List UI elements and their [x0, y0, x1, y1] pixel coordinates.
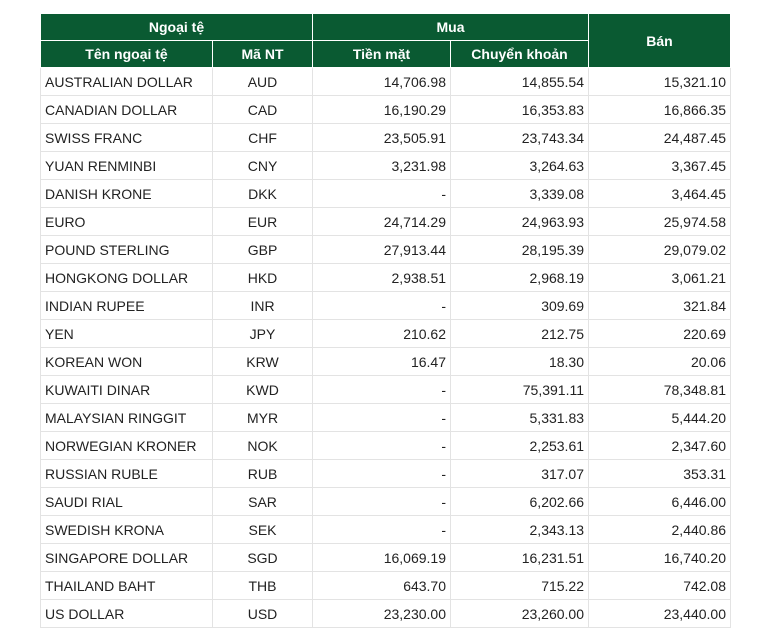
sell-rate-cell: 220.69 [589, 320, 731, 348]
sell-rate-cell: 16,740.20 [589, 544, 731, 572]
currency-name-cell: DANISH KRONE [41, 180, 213, 208]
header-group-buy: Mua [313, 14, 589, 41]
currency-name-cell: RUSSIAN RUBLE [41, 460, 213, 488]
sell-rate-cell: 3,061.21 [589, 264, 731, 292]
table-row [41, 208, 731, 236]
sell-rate-cell: 25,974.58 [589, 208, 731, 236]
cash-rate-cell: - [313, 292, 451, 320]
header-currency-name: Tên ngoại tệ [41, 41, 213, 68]
sell-rate-cell: 29,079.02 [589, 236, 731, 264]
sell-rate-cell: 2,347.60 [589, 432, 731, 460]
transfer-rate-cell: 28,195.39 [451, 236, 589, 264]
sell-rate-cell: 3,367.45 [589, 152, 731, 180]
currency-code-cell: GBP [213, 236, 313, 264]
currency-name-cell: KOREAN WON [41, 348, 213, 376]
cash-rate-cell: 210.62 [313, 320, 451, 348]
cash-rate-cell: - [313, 460, 451, 488]
header-currency-code: Mã NT [213, 41, 313, 68]
transfer-rate-cell: 317.07 [451, 460, 589, 488]
table-row [41, 292, 731, 320]
cash-rate-cell: - [313, 516, 451, 544]
currency-code-cell: SEK [213, 516, 313, 544]
cash-rate-cell: 23,230.00 [313, 600, 451, 628]
cash-rate-cell: - [313, 180, 451, 208]
currency-code-cell: CNY [213, 152, 313, 180]
table-row [41, 600, 731, 628]
sell-rate-cell: 78,348.81 [589, 376, 731, 404]
table-row [41, 348, 731, 376]
table-row [41, 544, 731, 572]
transfer-rate-cell: 16,353.83 [451, 96, 589, 124]
currency-name-cell: EURO [41, 208, 213, 236]
table-row [41, 68, 731, 96]
currency-name-cell: HONGKONG DOLLAR [41, 264, 213, 292]
currency-code-cell: AUD [213, 68, 313, 96]
table-row [41, 236, 731, 264]
transfer-rate-cell: 23,743.34 [451, 124, 589, 152]
table-row [41, 488, 731, 516]
currency-code-cell: DKK [213, 180, 313, 208]
sell-rate-cell: 353.31 [589, 460, 731, 488]
currency-name-cell: MALAYSIAN RINGGIT [41, 404, 213, 432]
currency-name-cell: THAILAND BAHT [41, 572, 213, 600]
transfer-rate-cell: 212.75 [451, 320, 589, 348]
sell-rate-cell: 3,464.45 [589, 180, 731, 208]
sell-rate-cell: 5,444.20 [589, 404, 731, 432]
sell-rate-cell: 23,440.00 [589, 600, 731, 628]
sell-rate-cell: 742.08 [589, 572, 731, 600]
transfer-rate-cell: 18.30 [451, 348, 589, 376]
currency-name-cell: INDIAN RUPEE [41, 292, 213, 320]
sell-rate-cell: 24,487.45 [589, 124, 731, 152]
sell-rate-cell: 321.84 [589, 292, 731, 320]
currency-name-cell: POUND STERLING [41, 236, 213, 264]
transfer-rate-cell: 14,855.54 [451, 68, 589, 96]
currency-name-cell: SWISS FRANC [41, 124, 213, 152]
transfer-rate-cell: 2,343.13 [451, 516, 589, 544]
table-row [41, 432, 731, 460]
cash-rate-cell: 16.47 [313, 348, 451, 376]
table-row [41, 264, 731, 292]
currency-code-cell: INR [213, 292, 313, 320]
currency-code-cell: RUB [213, 460, 313, 488]
transfer-rate-cell: 23,260.00 [451, 600, 589, 628]
sell-rate-cell: 20.06 [589, 348, 731, 376]
cash-rate-cell: - [313, 488, 451, 516]
transfer-rate-cell: 16,231.51 [451, 544, 589, 572]
cash-rate-cell: - [313, 432, 451, 460]
currency-code-cell: JPY [213, 320, 313, 348]
currency-name-cell: US DOLLAR [41, 600, 213, 628]
table-row [41, 152, 731, 180]
header-cash: Tiền mặt [313, 41, 451, 68]
currency-name-cell: SAUDI RIAL [41, 488, 213, 516]
table-row [41, 516, 731, 544]
header-transfer: Chuyển khoản [451, 41, 589, 68]
cash-rate-cell: 27,913.44 [313, 236, 451, 264]
table-row [41, 572, 731, 600]
table-row [41, 124, 731, 152]
table-row [41, 376, 731, 404]
currency-name-cell: AUSTRALIAN DOLLAR [41, 68, 213, 96]
table-row [41, 320, 731, 348]
transfer-rate-cell: 715.22 [451, 572, 589, 600]
currency-name-cell: NORWEGIAN KRONER [41, 432, 213, 460]
currency-code-cell: HKD [213, 264, 313, 292]
currency-code-cell: CAD [213, 96, 313, 124]
currency-code-cell: CHF [213, 124, 313, 152]
currency-name-cell: CANADIAN DOLLAR [41, 96, 213, 124]
header-row-groups [41, 14, 731, 41]
transfer-rate-cell: 2,253.61 [451, 432, 589, 460]
cash-rate-cell: 643.70 [313, 572, 451, 600]
transfer-rate-cell: 6,202.66 [451, 488, 589, 516]
sell-rate-cell: 16,866.35 [589, 96, 731, 124]
cash-rate-cell: - [313, 404, 451, 432]
currency-code-cell: KRW [213, 348, 313, 376]
currency-code-cell: SAR [213, 488, 313, 516]
header-group-currency: Ngoại tệ [41, 14, 313, 41]
transfer-rate-cell: 24,963.93 [451, 208, 589, 236]
transfer-rate-cell: 3,264.63 [451, 152, 589, 180]
sell-rate-cell: 2,440.86 [589, 516, 731, 544]
cash-rate-cell: 24,714.29 [313, 208, 451, 236]
table-row [41, 460, 731, 488]
table-row [41, 404, 731, 432]
cash-rate-cell: 2,938.51 [313, 264, 451, 292]
currency-name-cell: SINGAPORE DOLLAR [41, 544, 213, 572]
sell-rate-cell: 6,446.00 [589, 488, 731, 516]
table-body [41, 68, 731, 628]
currency-code-cell: MYR [213, 404, 313, 432]
header-sell: Bán [589, 14, 731, 68]
currency-name-cell: SWEDISH KRONA [41, 516, 213, 544]
exchange-rate-table-container [40, 13, 730, 628]
currency-name-cell: YUAN RENMINBI [41, 152, 213, 180]
cash-rate-cell: 3,231.98 [313, 152, 451, 180]
transfer-rate-cell: 75,391.11 [451, 376, 589, 404]
cash-rate-cell: 16,069.19 [313, 544, 451, 572]
currency-code-cell: KWD [213, 376, 313, 404]
cash-rate-cell: 14,706.98 [313, 68, 451, 96]
sell-rate-cell: 15,321.10 [589, 68, 731, 96]
table-row [41, 180, 731, 208]
currency-code-cell: EUR [213, 208, 313, 236]
currency-code-cell: SGD [213, 544, 313, 572]
currency-code-cell: USD [213, 600, 313, 628]
transfer-rate-cell: 3,339.08 [451, 180, 589, 208]
exchange-rate-table [40, 13, 731, 628]
table-row [41, 96, 731, 124]
currency-name-cell: KUWAITI DINAR [41, 376, 213, 404]
currency-code-cell: THB [213, 572, 313, 600]
transfer-rate-cell: 2,968.19 [451, 264, 589, 292]
transfer-rate-cell: 5,331.83 [451, 404, 589, 432]
cash-rate-cell: - [313, 376, 451, 404]
currency-name-cell: YEN [41, 320, 213, 348]
cash-rate-cell: 16,190.29 [313, 96, 451, 124]
cash-rate-cell: 23,505.91 [313, 124, 451, 152]
transfer-rate-cell: 309.69 [451, 292, 589, 320]
currency-code-cell: NOK [213, 432, 313, 460]
